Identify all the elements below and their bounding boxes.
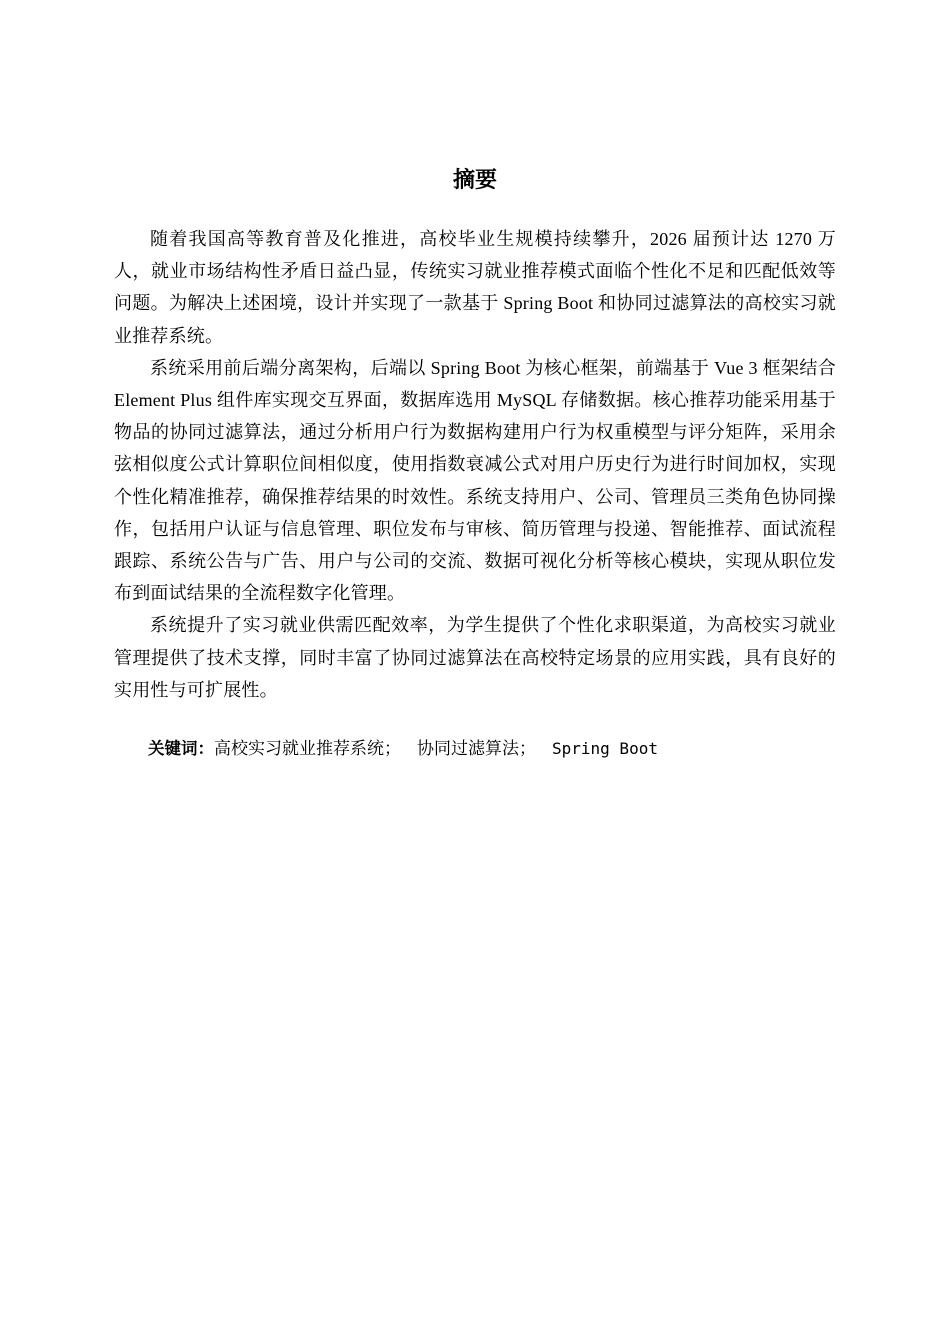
keyword-separator: ； <box>519 739 536 758</box>
abstract-title: 摘要 <box>452 168 497 193</box>
abstract-paragraph-3: 系统提升了实习就业供需匹配效率，为学生提供了个性化求职渠道，为高校实习就业管理提供了技术支撑，同时丰富了协同过滤算法在高校特定场景的应用实践，具有良好的实用性与可扩展性。 <box>114 615 836 700</box>
abstract-paragraph-2: 系统采用前后端分离架构，后端以 Spring Boot 为核心框架，前端基于 Vue 3 框架结合 Element Plus 组件库实现交互界面，数据库选用 MySQL 存储数据。核心推荐功能采用基于物品的协同过滤算法，通过分析用户行为数据构建用户行为权重模型与评分矩阵，采用余弦相似度公式计算职位间相似度，使用指数衰减公式对用户历史行为进行时间加权，实现个性化精准推荐，确保推荐结果的时效性。系统支持用户、公司、管理员三类角色协同操作，包括用户认证与信息管理、职位发布与审核、简历管理与投递、智能推荐、面试流程跟踪、系统公告与广告、用户与公司的交流、数据可视化分析等核心模块，实现从职位发布到面试结果的全流程数字化管理。 <box>114 357 836 604</box>
abstract-body <box>114 223 836 706</box>
abstract-paragraph-1: 随着我国高等教育普及化推进，高校毕业生规模持续攀升，2026 届预计达 1270 万人，就业市场结构性矛盾日益凸显，传统实习就业推荐模式面临个性化不足和匹配低效等问题。为解决上述困境，设计并实现了一款基于 Spring Boot 和协同过滤算法的高校实习就业推荐系统。 <box>114 229 836 346</box>
keyword-item: 高校实习就业推荐系统 <box>214 739 384 758</box>
keywords-line <box>148 734 848 764</box>
keyword-separator: ； <box>384 739 401 758</box>
keyword-item: Spring Boot <box>552 739 658 758</box>
keyword-item: 协同过滤算法 <box>417 739 519 758</box>
keywords-label: 关键词： <box>148 739 214 758</box>
